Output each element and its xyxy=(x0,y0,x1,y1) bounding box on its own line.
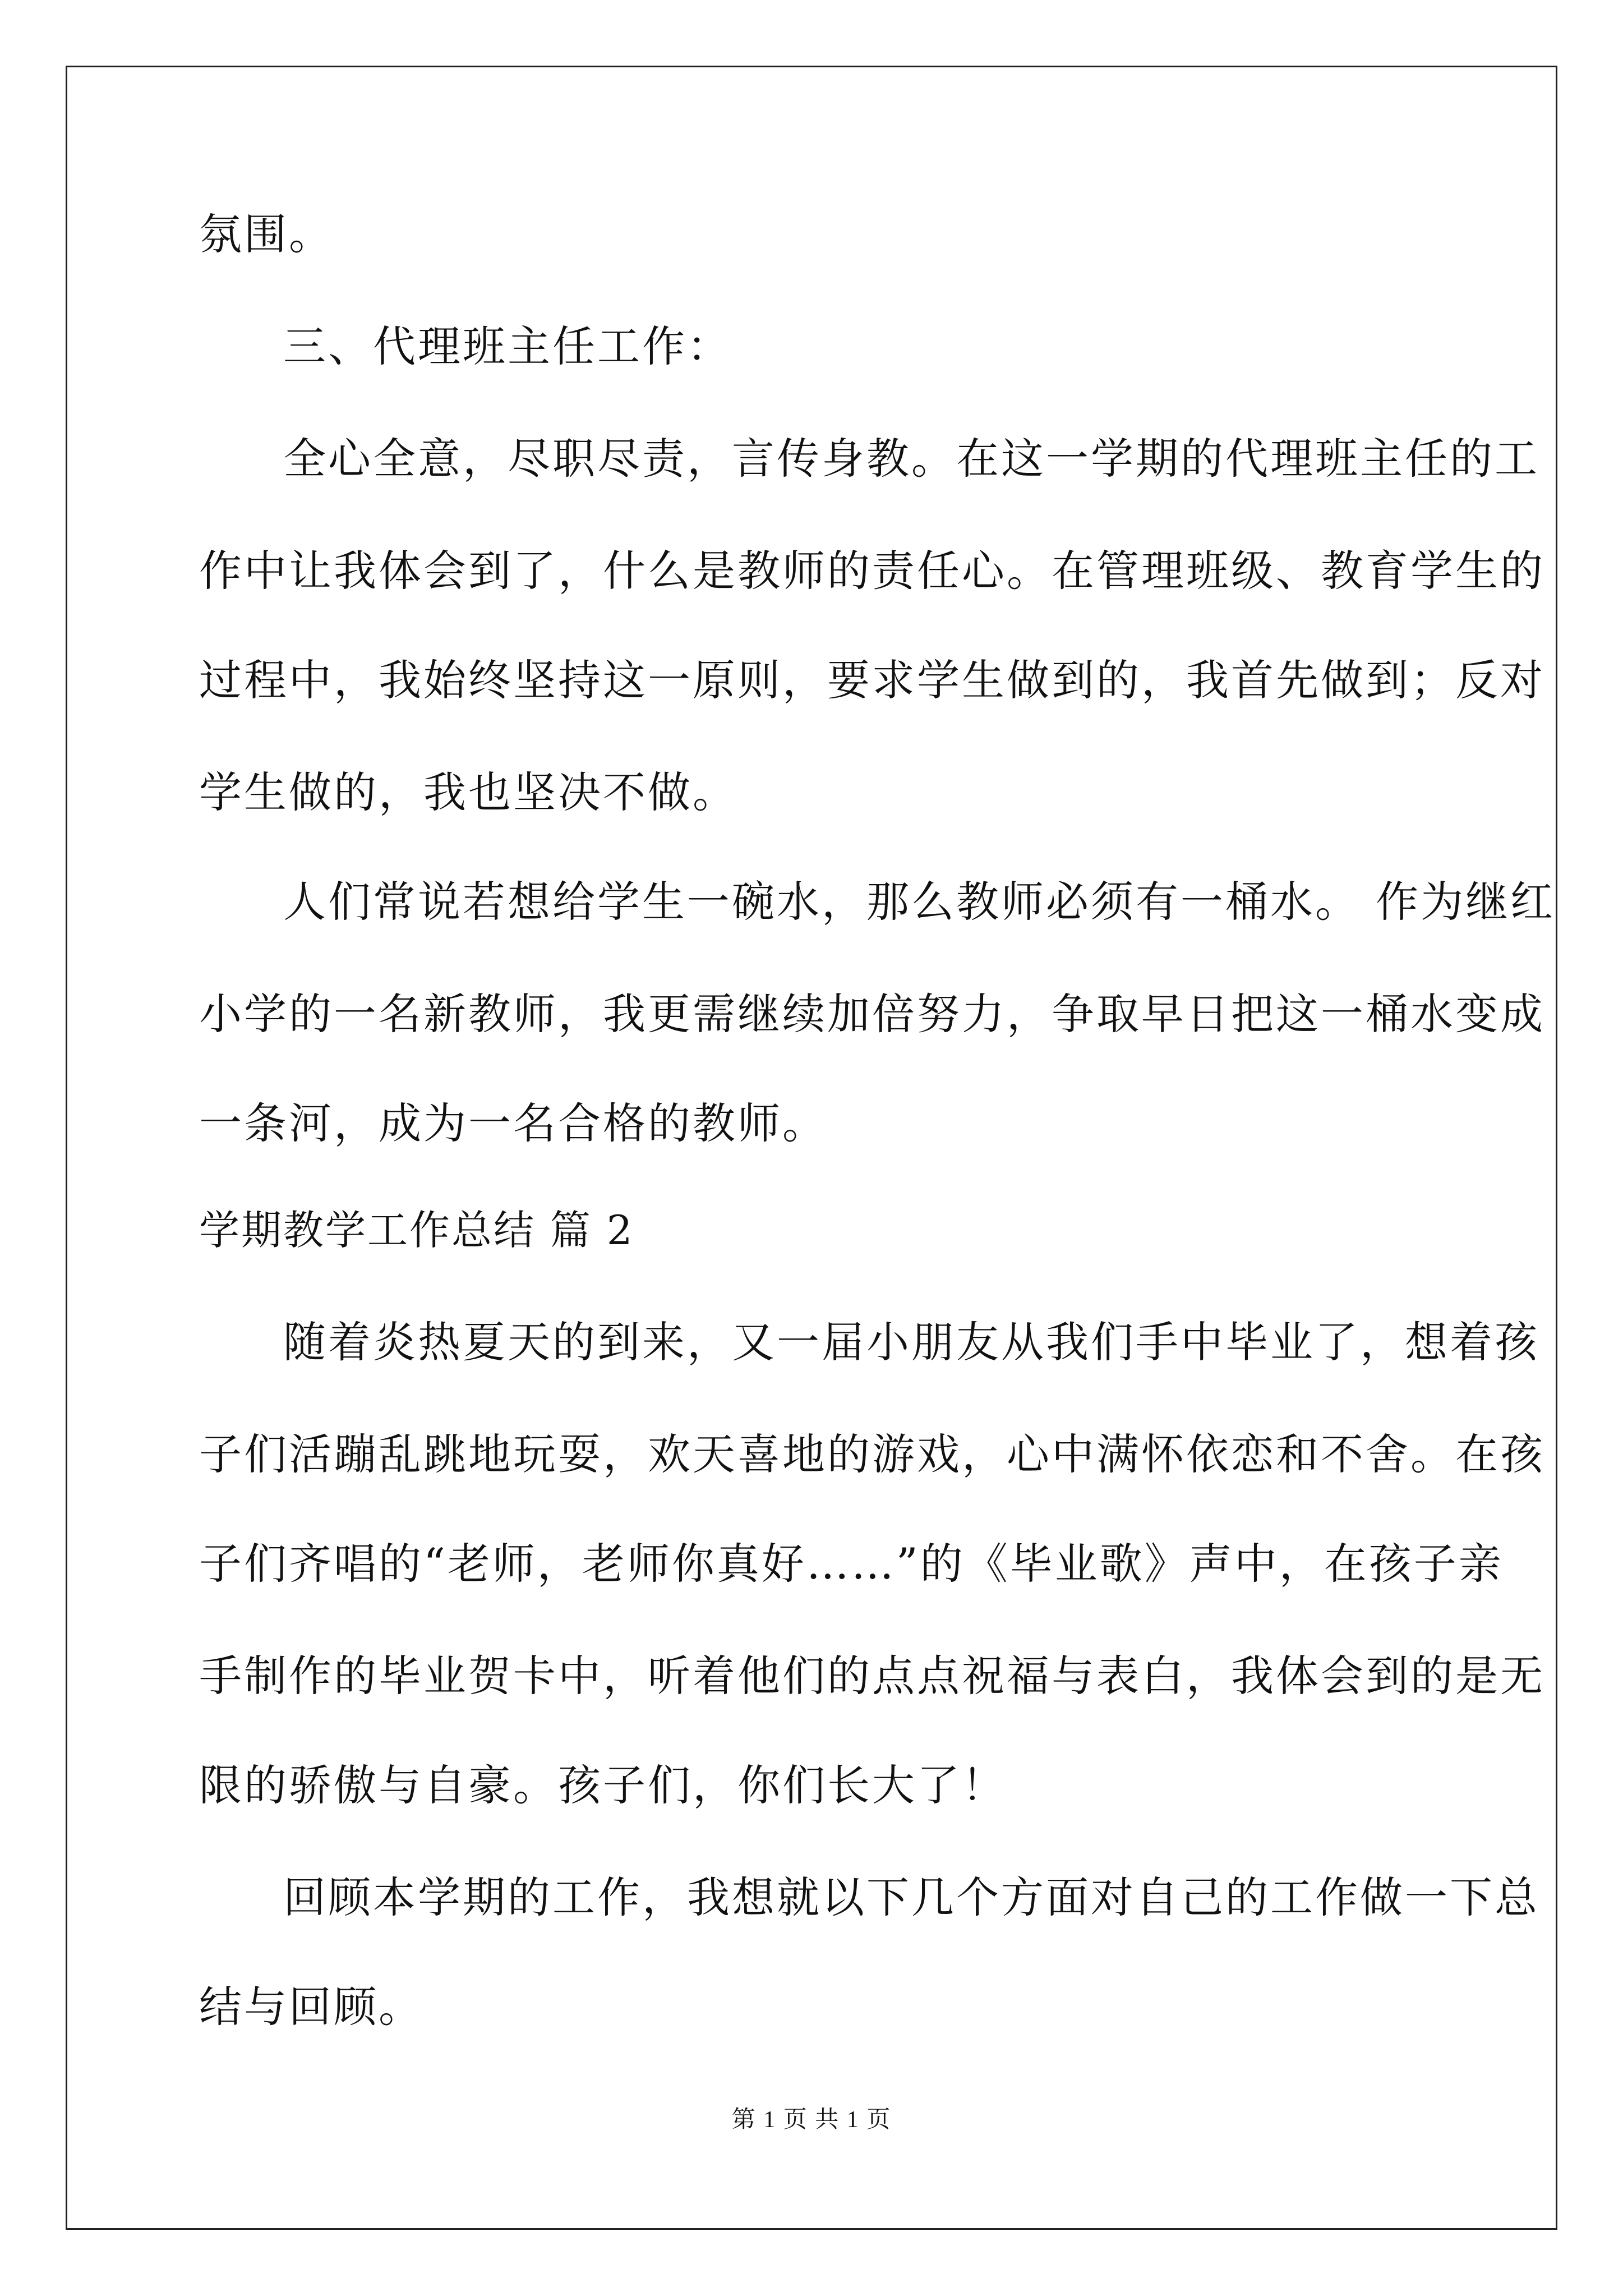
paragraph-line: 结与回顾。 xyxy=(199,1982,423,2032)
page-number-footer: 第 1 页 共 1 页 xyxy=(731,2107,892,2133)
paragraph-line: 子们活蹦乱跳地玩耍，欢天喜地的游戏，心中满怀依恋和不舍。在孩 xyxy=(199,1429,1545,1479)
paragraph-line: 限的骄傲与自豪。孩子们，你们长大了！ xyxy=(199,1760,1007,1810)
paragraph-line: 人们常说若想给学生一碗水，那么教师必须有一桶水。 作为继红 xyxy=(283,877,1556,927)
paragraph-line: 全心全意，尽职尽责，言传身教。在这一学期的代理班主任的工 xyxy=(283,434,1539,484)
paragraph-line: 手制作的毕业贺卡中，听着他们的点点祝福与表白，我体会到的是无 xyxy=(199,1651,1545,1701)
article-title: 学期教学工作总结 篇 2 xyxy=(199,1207,634,1254)
section-heading: 三、代理班主任工作： xyxy=(283,321,732,371)
paragraph-line: 学生做的，我也坚决不做。 xyxy=(199,767,737,817)
paragraph-line: 一条河，成为一名合格的教师。 xyxy=(199,1098,827,1148)
paragraph-line: 小学的一名新教师，我更需继续加倍努力，争取早日把这一桶水变成 xyxy=(199,989,1545,1039)
paragraph-line: 作中让我体会到了，什么是教师的责任心。在管理班级、教育学生的 xyxy=(199,546,1545,596)
paragraph-line: 回顾本学期的工作，我想就以下几个方面对自己的工作做一下总 xyxy=(283,1872,1539,1922)
paragraph-line: 过程中，我始终坚持这一原则，要求学生做到的，我首先做到；反对 xyxy=(199,655,1545,705)
paragraph-line: 子们齐唱的“老师，老师你真好……”的《毕业歌》声中，在孩子亲 xyxy=(199,1539,1504,1589)
paragraph-line: 随着炎热夏天的到来，又一届小朋友从我们手中毕业了，想着孩 xyxy=(283,1317,1539,1367)
paragraph-line: 氛围。 xyxy=(199,209,334,259)
